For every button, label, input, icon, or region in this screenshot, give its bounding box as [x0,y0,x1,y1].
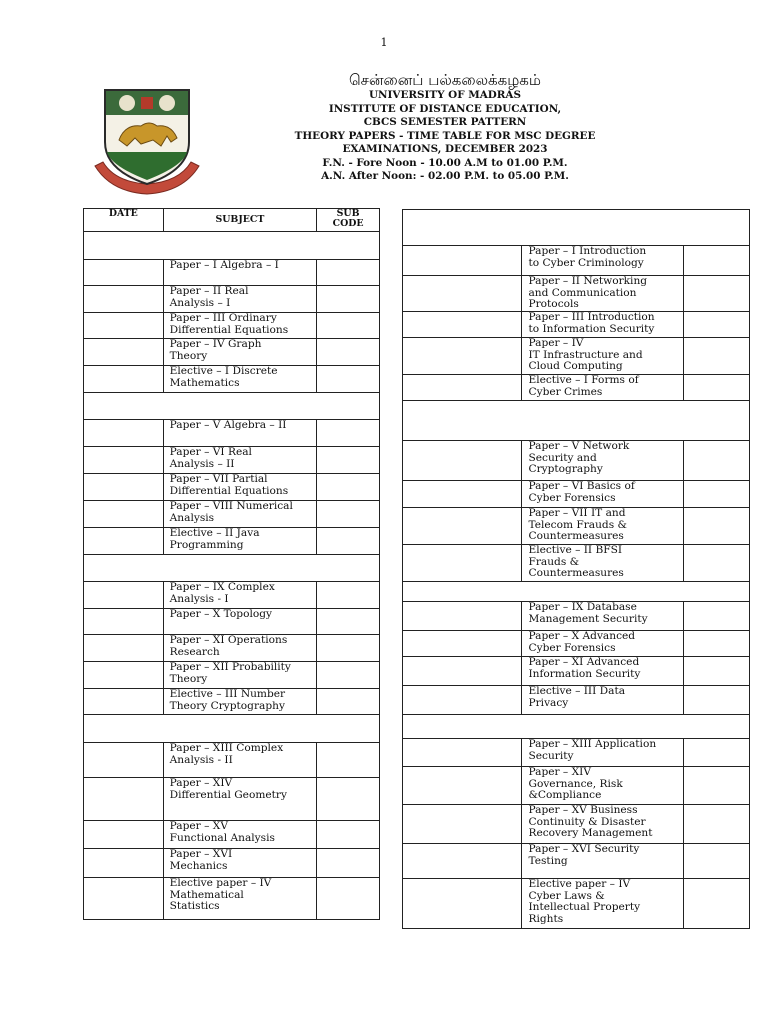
subject-cell: Elective – I Discrete Mathematics [163,366,317,393]
date-cell [403,739,522,767]
date-cell [84,849,164,878]
table-row [84,878,380,920]
subject-cell: Paper – VI Real Analysis – II [163,447,317,474]
section-cell [84,232,380,260]
date-cell [84,743,164,778]
sub-code-cell [684,686,750,715]
msc-cyber-security-timetable [402,209,750,929]
crest-elephant-right [159,95,175,111]
date-cell [403,602,522,631]
table-row [84,662,380,689]
subject-cell: Paper – IX Database Management Security [522,602,684,631]
subject-cell: Paper – I Introduction to Cyber Criminology [522,246,684,276]
subject-cell: Elective – I Forms of Cyber Crimes [522,375,684,401]
date-cell [403,805,522,844]
sub-code-cell [317,662,380,689]
date-cell [403,686,522,715]
table-row [84,528,380,555]
date-cell [84,447,164,474]
date-cell [403,545,522,582]
date-cell [84,313,164,339]
date-cell [84,662,164,689]
university-crest-logo [91,80,203,198]
subject-cell: Paper – I Algebra – I [163,260,317,286]
date-cell [403,508,522,545]
subject-cell: Paper – IV Graph Theory [163,339,317,366]
crest-book [141,97,153,109]
date-cell [84,635,164,662]
subject-cell: Paper – XIV Differential Geometry [163,778,317,821]
subject-cell: Paper – III Introduction to Information Security [522,312,684,338]
date-cell [403,844,522,879]
table-row [84,313,380,339]
date-cell [84,286,164,313]
sub-code-cell [317,878,380,920]
table-row [84,420,380,447]
afternoon-timing: A.N. After Noon: - 02.00 P.M. to 05.00 P.M. [321,170,569,182]
sub-code-cell [684,441,750,481]
section-cell [403,210,750,246]
sub-code-cell [684,657,750,686]
table-row [403,481,750,508]
section-row [403,401,750,441]
university-name: UNIVERSITY OF MADRAS [369,89,521,101]
subject-cell: Elective – III Data Privacy [522,686,684,715]
table-row [84,474,380,501]
timetable-title: THEORY PAPERS - TIME TABLE FOR MSC DEGREE [294,129,596,142]
table-row [84,743,380,778]
date-cell [403,657,522,686]
table-row [403,545,750,582]
subject-cell: Paper – XI Advanced Information Security [522,657,684,686]
table-row [403,276,750,312]
subject-cell: Paper – II Real Analysis – I [163,286,317,313]
subject-cell: Paper – XI Operations Research [163,635,317,662]
section-row [84,715,380,743]
table-row [403,844,750,879]
subject-cell: Elective paper – IV Cyber Laws & Intellectual Property Rights [522,879,684,929]
sub-code-cell [317,366,380,393]
section-cell [403,715,750,739]
sub-code-cell [684,338,750,375]
section-row [84,393,380,420]
table-row [403,739,750,767]
table-row [84,286,380,313]
university-tamil-title: சென்னைப் பல்கலைக்கழகம் [349,71,541,89]
date-cell [84,474,164,501]
subject-cell: Paper – XV Functional Analysis [163,821,317,849]
sub-code-cell [317,313,380,339]
table-row [403,508,750,545]
table-row [84,339,380,366]
msc-mathematics-timetable [83,208,380,920]
section-row [403,582,750,602]
table-row [403,805,750,844]
table-row [403,312,750,338]
table-row [403,375,750,401]
sub-code-cell [317,447,380,474]
sub-code-cell [684,767,750,805]
sub-code-cell [317,339,380,366]
table-row [403,602,750,631]
table-row [84,582,380,609]
date-cell [84,366,164,393]
sub-code-cell [684,844,750,879]
page-number: 1 [380,36,388,49]
table-row [84,778,380,821]
subject-cell: Paper – VII IT and Telecom Frauds & Countermeasures [522,508,684,545]
subject-column-header: SUBJECT [163,209,317,232]
subject-cell: Paper – VIII Numerical Analysis [163,501,317,528]
institute-name: INSTITUTE OF DISTANCE EDUCATION, [328,102,562,115]
sub-code-cell [684,739,750,767]
date-cell [84,689,164,715]
date-cell [403,375,522,401]
date-cell [403,441,522,481]
date-cell [84,778,164,821]
table-row [403,657,750,686]
subject-cell: Paper – II Networking and Communication Protocols [522,276,684,312]
date-column-header: DATE [84,209,164,232]
table-row [84,689,380,715]
subject-cell: Elective – II BFSI Frauds & Countermeasures [522,545,684,582]
table-row [403,441,750,481]
section-cell [403,582,750,602]
subject-cell: Elective – II Java Programming [163,528,317,555]
subject-cell: Paper – XVI Security Testing [522,844,684,879]
date-cell [84,420,164,447]
section-row [84,232,380,260]
subject-cell: Paper – VII Partial Differential Equations [163,474,317,501]
sub-code-cell [684,631,750,657]
subject-cell: Paper – XV Business Continuity & Disaster Recovery Management [522,805,684,844]
date-cell [84,339,164,366]
table-row [84,849,380,878]
table-row [84,447,380,474]
sub-code-cell [684,375,750,401]
sub-code-cell [684,481,750,508]
sub-code-cell [684,805,750,844]
table-row [84,501,380,528]
table-row [403,767,750,805]
exam-session: EXAMINATIONS, DECEMBER 2023 [342,143,548,155]
sub-code-cell [684,879,750,929]
sub-code-cell [684,312,750,338]
table-row [403,879,750,929]
date-cell [403,767,522,805]
date-cell [84,821,164,849]
subject-cell: Paper – X Topology [163,609,317,635]
sub-code-cell [317,501,380,528]
date-cell [403,879,522,929]
sub-code-cell [684,602,750,631]
date-cell [403,246,522,276]
subject-cell: Paper – XII Probability Theory [163,662,317,689]
sub-code-cell [317,821,380,849]
date-cell [84,609,164,635]
date-cell [84,501,164,528]
crest-elephant-left [119,95,135,111]
subject-cell: Paper – VI Basics of Cyber Forensics [522,481,684,508]
subject-cell: Paper – IX Complex Analysis - I [163,582,317,609]
sub-code-cell [317,743,380,778]
sub-code-cell [317,582,380,609]
section-cell [403,401,750,441]
table-row [403,631,750,657]
sub-code-column-header: SUB CODE [317,209,380,232]
sub-code-cell [317,474,380,501]
date-cell [403,481,522,508]
date-cell [403,631,522,657]
date-cell [84,582,164,609]
subject-cell: Paper – X Advanced Cyber Forensics [522,631,684,657]
table-row [84,260,380,286]
subject-cell: Paper – V Algebra – II [163,420,317,447]
table-row [84,366,380,393]
sub-code-cell [684,545,750,582]
section-cell [84,393,380,420]
subject-cell: Paper – XIII Complex Analysis - II [163,743,317,778]
subject-cell: Elective paper – IV Mathematical Statistics [163,878,317,920]
subject-cell: Paper – IV IT Infrastructure and Cloud Computing [522,338,684,375]
sub-code-cell [684,508,750,545]
forenoon-timing: F.N. - Fore Noon - 10.00 A.M to 01.00 P.M. [322,156,568,169]
sub-code-cell [317,260,380,286]
date-cell [84,260,164,286]
section-cell [84,555,380,582]
table-row [403,246,750,276]
table-row [84,821,380,849]
sub-code-cell [317,286,380,313]
date-cell [403,312,522,338]
table-row [403,338,750,375]
date-cell [403,338,522,375]
subject-cell: Paper – XVI Mechanics [163,849,317,878]
sub-code-cell [317,849,380,878]
section-row [403,715,750,739]
date-cell [84,878,164,920]
sub-code-cell [317,609,380,635]
sub-code-cell [317,635,380,662]
sub-code-cell [317,778,380,821]
sub-code-cell [317,528,380,555]
sub-code-cell [684,246,750,276]
subject-cell: Paper – XIII Application Security [522,739,684,767]
subject-cell: Paper – XIV Governance, Risk &Compliance [522,767,684,805]
header-row [84,209,380,232]
sub-code-cell [317,689,380,715]
subject-cell: Elective – III Number Theory Cryptography [163,689,317,715]
date-cell [403,276,522,312]
document-header [270,72,620,184]
date-cell [84,528,164,555]
section-row [403,210,750,246]
section-cell [84,715,380,743]
table-row [84,635,380,662]
crest-green-band [107,152,187,180]
table-row [84,609,380,635]
table-row [403,686,750,715]
subject-cell: Paper – III Ordinary Differential Equations [163,313,317,339]
sub-code-cell [684,276,750,312]
sub-code-cell [317,420,380,447]
section-row [84,555,380,582]
subject-cell: Paper – V Network Security and Cryptography [522,441,684,481]
semester-pattern: CBCS SEMESTER PATTERN [363,116,527,128]
